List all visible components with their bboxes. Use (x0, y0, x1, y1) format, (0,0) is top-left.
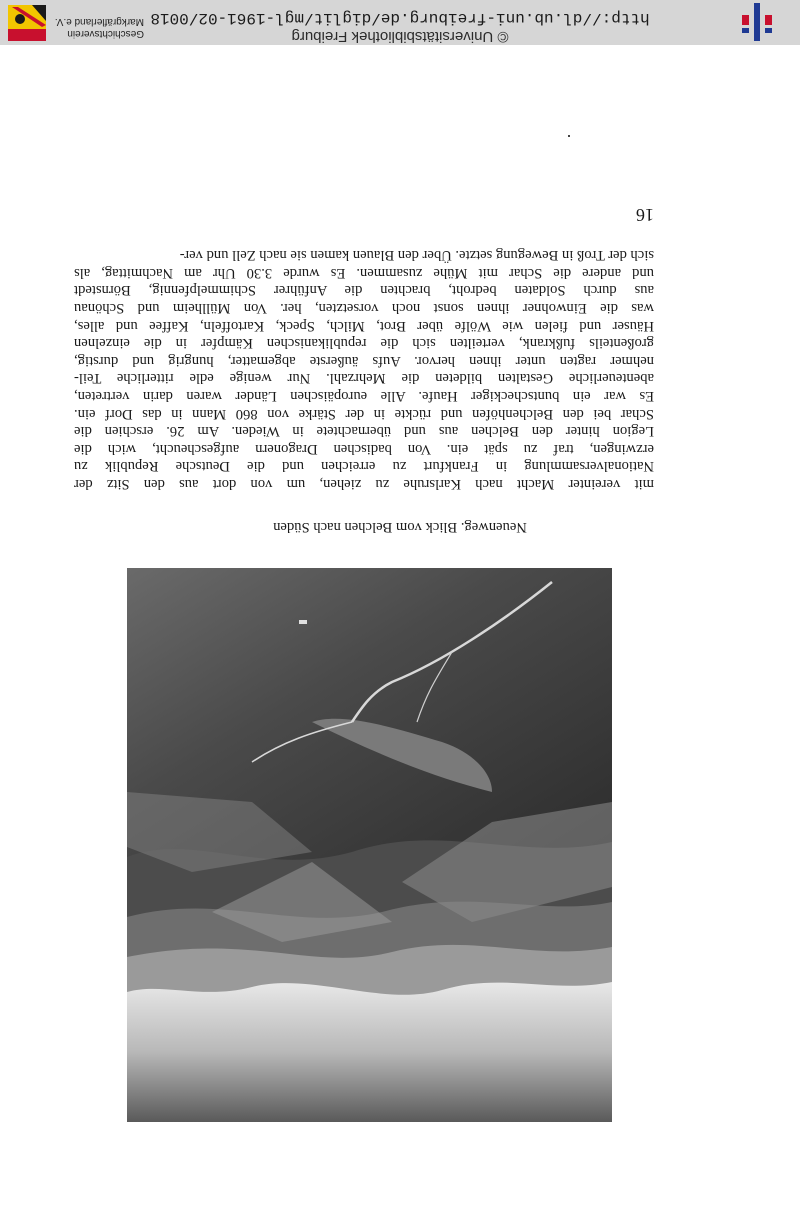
society-name (54, 15, 144, 39)
society-crest-icon[interactable] (8, 5, 46, 41)
photo-caption: Neuenweg. Blick vom Belchen nach Süden (273, 519, 527, 535)
society-name-line2: Markgräflerland e.V. (54, 16, 144, 27)
body-line: Schar bei den Belchenhöfen und rückte in der Stärke von 860 Mann in das Dorf ein. (74, 405, 654, 422)
body-line: erzwingen, traf zu spät ein. Von badischen Dragonern aufgescheucht, wich die (74, 440, 654, 457)
body-line: Nationalversammlung in Frankfurt zu erreichen und die Deutsche Republik zu (74, 458, 654, 475)
body-line: großenteils fußkrank, verteilten sich die republikanischen Kämpfer in die einzelnen (74, 335, 654, 352)
society-name-line1: Geschichtsverein (67, 28, 144, 39)
library-name: © Universitätsbibliothek Freiburg (291, 28, 509, 45)
page-number: 16 (636, 205, 654, 225)
body-line: sich der Troß in Bewegung setzte. Über den Blauen kamen sie nach Zell und ver- (179, 247, 654, 264)
body-line: Es war ein buntscheckiger Haufe. Alle europäischen Länder waren darin vertreten, (74, 388, 654, 405)
body-line: nehmer ragten unter ihnen hervor. Aufs äußerste abgematter, hungrig und durstig, (74, 352, 654, 369)
permalink[interactable]: http://dl.ub.uni-freiburg.de/diglit/mgl-1961-02/0018 (150, 9, 650, 27)
body-line: Häuser und fielen wie Wölfe über Brot, Milch, Speck, Kartoffeln, Kaffee und alles, (74, 317, 654, 334)
body-line: was die Einwohner ihnen sonst noch vorsetzten, her. Von Müllheim und Schönau (74, 300, 654, 317)
paper-speck (568, 135, 570, 137)
body-line: und andere die Schar mit Mühe zusammen. Es wurde 3.30 Uhr am Nachmittag, als (74, 264, 654, 281)
body-line: aus durch Soldaten bedroht, brachten die Anführer Schimmelpfennig, Börnstedt (74, 282, 654, 299)
body-text (74, 246, 654, 492)
header-band (0, 0, 800, 45)
body-line: mit vereinter Macht nach Karlsruhe zu ziehen, um von dort aus den Sitz der (74, 476, 654, 492)
body-line: Legion hinter den Belchen aus und übernachtete in Wieden. Am 26. erschien die (74, 423, 654, 440)
body-line: abenteuerliche Gestalten bildeten die Mehrzahl. Nur wenige edle ritterliche Teil- (74, 370, 654, 387)
landscape-photo (127, 568, 612, 1122)
